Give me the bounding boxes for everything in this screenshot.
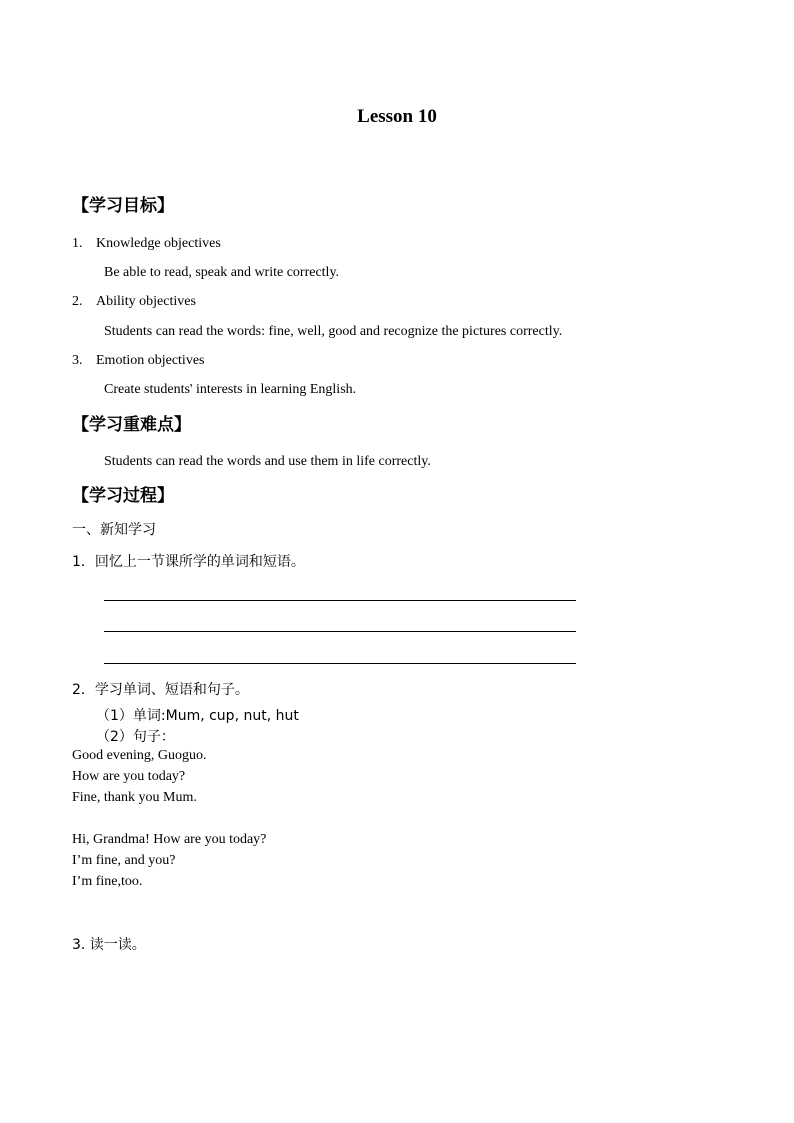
- key-points-text: Students can read the words and use them in life correctly.: [104, 454, 431, 469]
- objective-detail: Create students' interests in learning English.: [104, 382, 357, 397]
- dialog-line: Good evening, Guoguo.: [72, 748, 207, 763]
- part-label: 一、新知学习: [72, 522, 156, 538]
- objective-number: 1.: [72, 236, 83, 251]
- objective-label: Emotion objectives: [96, 353, 205, 368]
- section-heading-process: 【学习过程】: [72, 486, 174, 506]
- objective-detail: Students can read the words: fine, well, good and recognize the pictures correctly.: [104, 324, 563, 339]
- answer-blank-line[interactable]: [104, 631, 576, 632]
- words-line: （1）单词:Mum, cup, nut, hut: [96, 708, 299, 724]
- page-title: Lesson 10: [357, 106, 437, 127]
- objective-number: 3.: [72, 353, 83, 368]
- sentences-label: （2）句子：: [96, 729, 175, 745]
- answer-blank-line[interactable]: [104, 663, 576, 664]
- step-3: 3. 读一读。: [72, 937, 146, 953]
- dialog-line: Fine, thank you Mum.: [72, 790, 197, 805]
- objective-detail: Be able to read, speak and write correctly.: [104, 265, 340, 280]
- dialog-line: I’m fine, and you?: [72, 853, 176, 868]
- objective-label: Ability objectives: [96, 294, 196, 309]
- section-heading-objectives: 【学习目标】: [72, 196, 174, 216]
- objective-label: Knowledge objectives: [96, 236, 221, 251]
- dialog-line: I’m fine,too.: [72, 874, 143, 889]
- objective-number: 2.: [72, 294, 83, 309]
- dialog-line: Hi, Grandma! How are you today?: [72, 832, 267, 847]
- section-heading-key-points: 【学习重难点】: [72, 415, 191, 435]
- answer-blank-line[interactable]: [104, 600, 576, 601]
- dialog-line: How are you today?: [72, 769, 186, 784]
- step-1: 1．回忆上一节课所学的单词和短语。: [72, 554, 305, 570]
- step-2: 2．学习单词、短语和句子。: [72, 682, 249, 698]
